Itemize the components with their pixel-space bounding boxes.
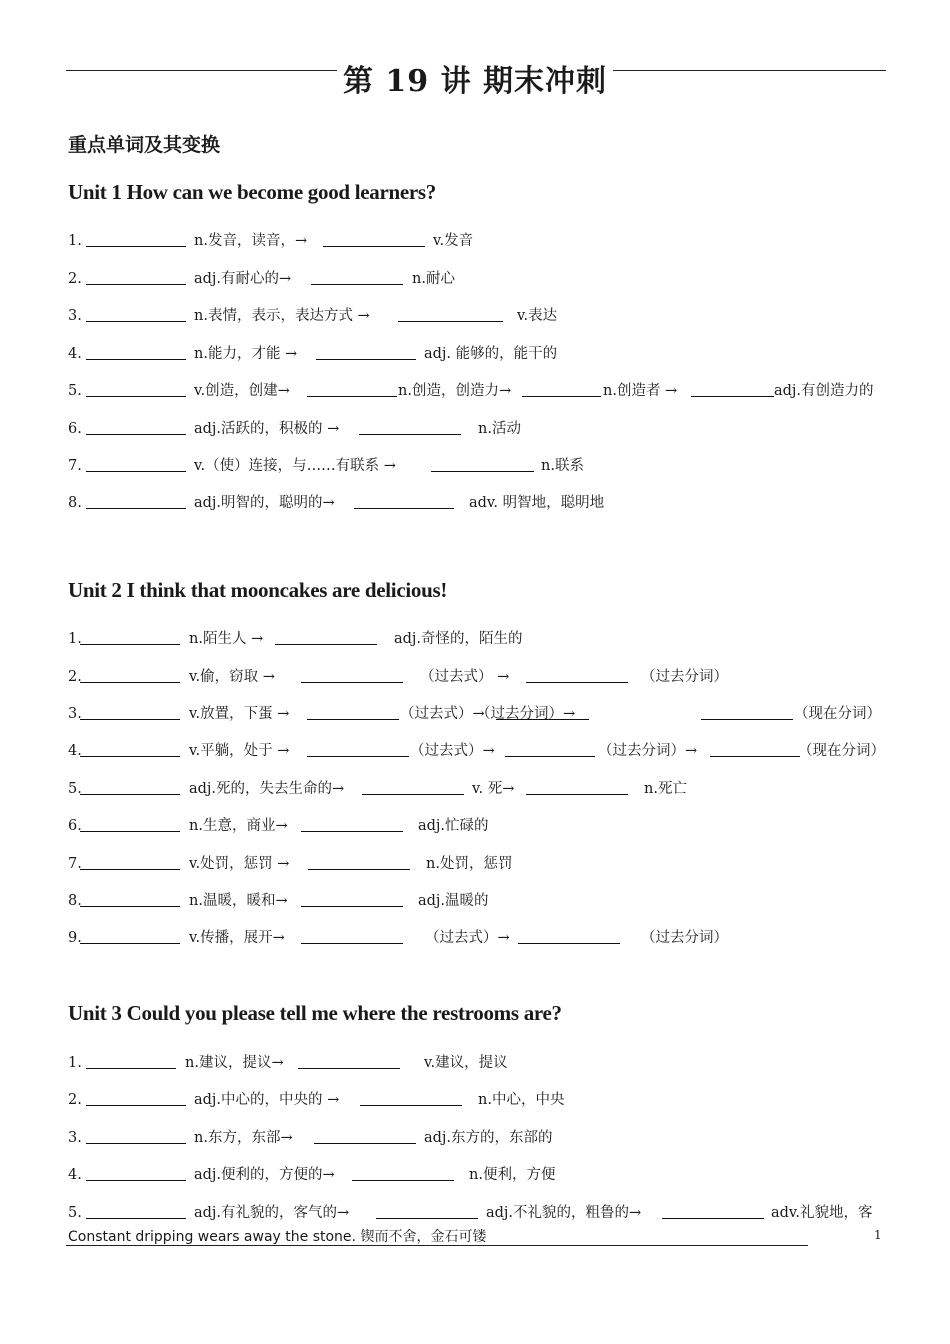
unit-title: Unit 2 I think that mooncakes are delicious! [68, 578, 448, 602]
answer-blank[interactable] [86, 359, 186, 360]
answer-blank[interactable] [710, 756, 800, 757]
word-definition: v. 死→ [472, 781, 515, 797]
answer-blank[interactable] [362, 794, 464, 795]
vocab-row [68, 778, 888, 800]
word-definition: adj.活跃的，积极的 → [194, 421, 340, 437]
answer-blank[interactable] [398, 321, 503, 322]
answer-blank[interactable] [86, 1180, 186, 1181]
answer-blank[interactable] [311, 284, 403, 285]
word-definition: n.陌生人 → [189, 631, 264, 647]
answer-blank[interactable] [662, 1218, 764, 1219]
answer-blank[interactable] [80, 943, 180, 944]
item-number: 4. [68, 1167, 82, 1183]
word-definition: v.（使）连接，与……有联系 → [194, 458, 396, 474]
answer-blank[interactable] [301, 831, 403, 832]
word-definition: v.放置，下蛋 → [189, 706, 290, 722]
word-definition: n.耐心 [412, 271, 455, 287]
answer-blank[interactable] [80, 794, 180, 795]
answer-blank[interactable] [307, 396, 397, 397]
answer-blank[interactable] [307, 756, 409, 757]
vocab-row [68, 853, 888, 875]
answer-blank[interactable] [701, 719, 793, 720]
word-definition: adj.便利的，方便的→ [194, 1167, 335, 1183]
vocab-row [68, 492, 888, 514]
answer-blank[interactable] [86, 1068, 176, 1069]
word-definition: （现在分词） [794, 706, 881, 722]
word-definition: （过去式）→ [410, 743, 495, 759]
answer-blank[interactable] [314, 1143, 416, 1144]
word-definition: （过去分词）→ [598, 743, 698, 759]
vocab-row [68, 740, 888, 762]
answer-blank[interactable] [431, 471, 534, 472]
item-number: 3. [68, 706, 82, 722]
item-number: 7. [68, 458, 82, 474]
word-definition: n.死亡 [644, 781, 687, 797]
word-definition: adj.忙碌的 [418, 818, 489, 834]
vocab-row [68, 1089, 888, 1111]
section-heading: 重点单词及其变换 [68, 134, 221, 156]
word-definition: adj.有创造力的 [774, 383, 874, 399]
word-definition: （过去分词）→ [476, 706, 576, 722]
word-definition: n.联系 [541, 458, 584, 474]
answer-blank[interactable] [298, 1068, 400, 1069]
answer-blank[interactable] [80, 906, 180, 907]
footer-rule [66, 1245, 808, 1246]
answer-blank[interactable] [80, 831, 180, 832]
answer-blank[interactable] [354, 508, 454, 509]
word-definition: adj.明智的，聪明的→ [194, 495, 335, 511]
item-number: 1. [68, 233, 82, 249]
vocab-row [68, 1127, 888, 1149]
vocab-row [68, 418, 888, 440]
page-title: 第 19 讲 期末冲刺 [0, 60, 950, 104]
page-number: 1 [874, 1228, 882, 1242]
word-definition: （现在分词） [798, 743, 885, 759]
answer-blank[interactable] [80, 756, 180, 757]
word-definition: v.表达 [517, 308, 558, 324]
answer-blank[interactable] [301, 906, 403, 907]
word-definition: n.生意，商业→ [189, 818, 288, 834]
word-definition: adj.东方的，东部的 [424, 1130, 553, 1146]
answer-blank[interactable] [80, 719, 180, 720]
vocab-row [68, 230, 888, 252]
answer-blank[interactable] [80, 869, 180, 870]
word-definition: n.发音，读音，→ [194, 233, 308, 249]
vocab-row [68, 703, 888, 725]
answer-blank[interactable] [316, 359, 416, 360]
item-number: 6. [68, 818, 82, 834]
answer-blank[interactable] [86, 508, 186, 509]
answer-blank[interactable] [80, 682, 180, 683]
item-number: 5. [68, 1205, 82, 1221]
vocab-row [68, 927, 888, 949]
answer-blank[interactable] [86, 1218, 186, 1219]
word-definition: v.偷，窃取 → [189, 669, 275, 685]
item-number: 4. [68, 743, 82, 759]
item-number: 2. [68, 271, 82, 287]
answer-blank[interactable] [86, 284, 186, 285]
word-definition: adv.礼貌地，客 [771, 1205, 873, 1221]
answer-blank[interactable] [86, 321, 186, 322]
answer-blank[interactable] [360, 1105, 462, 1106]
word-definition: n.能力，才能 → [194, 346, 298, 362]
word-definition: n.东方，东部→ [194, 1130, 293, 1146]
answer-blank[interactable] [518, 943, 620, 944]
answer-blank[interactable] [522, 396, 601, 397]
word-definition: v.平躺，处于 → [189, 743, 290, 759]
word-definition: adj.中心的，中央的 → [194, 1092, 340, 1108]
answer-blank[interactable] [505, 756, 595, 757]
word-definition: n.活动 [478, 421, 521, 437]
vocab-row [68, 815, 888, 837]
word-definition: n.处罚，惩罚 [426, 856, 513, 872]
item-number: 8. [68, 495, 82, 511]
vocab-row [68, 380, 888, 402]
answer-blank[interactable] [691, 396, 774, 397]
word-definition: n.创造，创造力→ [398, 383, 512, 399]
answer-blank[interactable] [86, 471, 186, 472]
item-number: 3. [68, 308, 82, 324]
answer-blank[interactable] [86, 1105, 186, 1106]
word-definition: v.传播，展开→ [189, 930, 285, 946]
word-definition: adj.温暖的 [418, 893, 489, 909]
word-definition: adj.有礼貌的，客气的→ [194, 1205, 350, 1221]
item-number: 2. [68, 1092, 82, 1108]
word-definition: n.创造者 → [603, 383, 678, 399]
footer-motto: Constant dripping wears away the stone. 锲而不舍，金石可镂 [68, 1229, 487, 1245]
answer-blank[interactable] [376, 1218, 478, 1219]
item-number: 2. [68, 669, 82, 685]
answer-blank[interactable] [86, 246, 186, 247]
word-definition: v.创造，创建→ [194, 383, 290, 399]
vocab-row [68, 890, 888, 912]
word-definition: （过去分词） [641, 930, 728, 946]
item-number: 1. [68, 631, 82, 647]
vocab-row [68, 1202, 888, 1224]
word-definition: adv. 明智地，聪明地 [469, 495, 605, 511]
item-number: 1. [68, 1055, 82, 1071]
vocab-row [68, 628, 888, 650]
item-number: 5. [68, 383, 82, 399]
word-definition: adj. 能够的，能干的 [424, 346, 558, 362]
item-number: 7. [68, 856, 82, 872]
word-definition: v.发音 [433, 233, 474, 249]
answer-blank[interactable] [275, 644, 377, 645]
word-definition: v.建议，提议 [424, 1055, 508, 1071]
answer-blank[interactable] [86, 434, 186, 435]
answer-blank[interactable] [307, 719, 399, 720]
word-definition: adj.不礼貌的，粗鲁的→ [486, 1205, 642, 1221]
word-definition: adj.死的，失去生命的→ [189, 781, 345, 797]
word-definition: adj.有耐心的→ [194, 271, 292, 287]
answer-blank[interactable] [359, 434, 461, 435]
answer-blank[interactable] [352, 1180, 454, 1181]
vocab-row [68, 268, 888, 290]
word-definition: n.温暖，暖和→ [189, 893, 288, 909]
answer-blank[interactable] [526, 794, 628, 795]
item-number: 5. [68, 781, 82, 797]
word-definition: v.处罚，惩罚 → [189, 856, 290, 872]
item-number: 6. [68, 421, 82, 437]
answer-blank[interactable] [308, 869, 410, 870]
answer-blank[interactable] [301, 943, 403, 944]
answer-blank[interactable] [86, 396, 186, 397]
vocab-row [68, 1052, 888, 1074]
item-number: 8. [68, 893, 82, 909]
word-definition: （过去式） → [420, 669, 510, 685]
item-number: 4. [68, 346, 82, 362]
word-definition: n.表情，表示，表达方式 → [194, 308, 370, 324]
vocab-row [68, 305, 888, 327]
answer-blank[interactable] [323, 246, 425, 247]
word-definition: （过去式）→ [425, 930, 510, 946]
word-definition: n.中心，中央 [478, 1092, 565, 1108]
item-number: 9. [68, 930, 82, 946]
answer-blank[interactable] [526, 682, 628, 683]
item-number: 3. [68, 1130, 82, 1146]
word-definition: adj.奇怪的，陌生的 [394, 631, 523, 647]
unit-title: Unit 1 How can we become good learners? [68, 180, 436, 204]
unit-title: Unit 3 Could you please tell me where the restrooms are? [68, 1001, 562, 1025]
vocab-row [68, 1164, 888, 1186]
word-definition: （过去分词） [641, 669, 728, 685]
word-definition: n.便利，方便 [469, 1167, 556, 1183]
answer-blank[interactable] [80, 644, 180, 645]
vocab-row [68, 455, 888, 477]
answer-blank[interactable] [301, 682, 403, 683]
vocab-row [68, 343, 888, 365]
word-definition: （过去式）→ [400, 706, 485, 722]
vocab-row [68, 666, 888, 688]
word-definition: n.建议，提议→ [185, 1055, 284, 1071]
answer-blank[interactable] [86, 1143, 186, 1144]
